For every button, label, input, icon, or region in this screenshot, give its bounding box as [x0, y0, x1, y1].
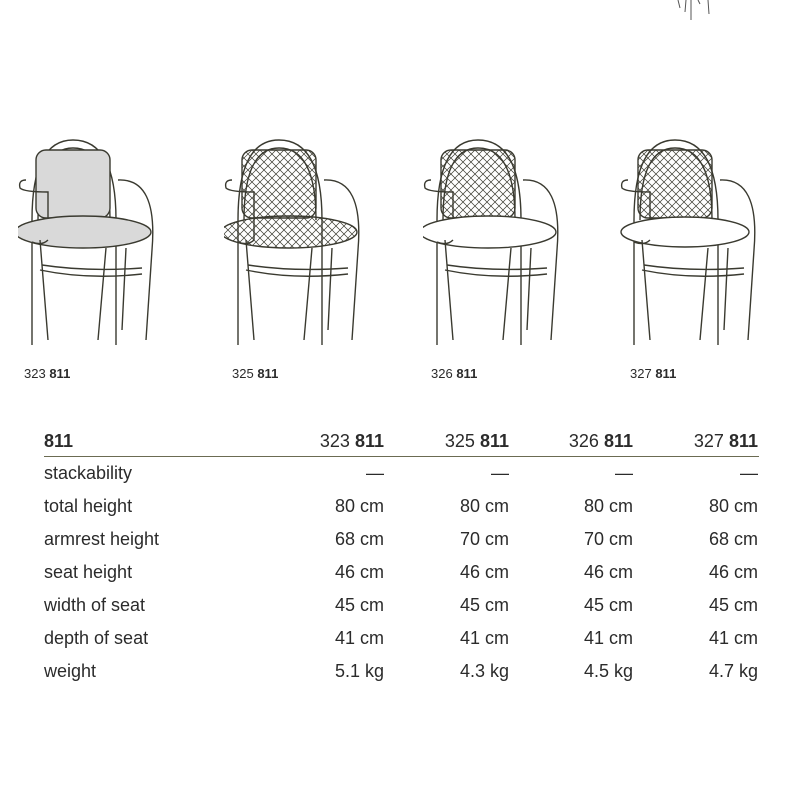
- cell-value: —: [615, 463, 633, 483]
- column-model: 323: [319, 431, 350, 451]
- chair-series-number: 811: [456, 366, 478, 381]
- column-model: 325: [444, 431, 475, 451]
- table-row-weight: [44, 655, 759, 688]
- cell-value: 70 cm: [583, 529, 633, 549]
- cell-value: 68 cm: [708, 529, 758, 549]
- row-label: weight: [44, 661, 97, 681]
- cell-value: 46 cm: [583, 562, 633, 582]
- cell-value: 5.1 kg: [334, 661, 384, 681]
- chair-label-327: [630, 366, 676, 381]
- chair-series-number: 811: [655, 366, 677, 381]
- table-row-width-of-seat: [44, 589, 759, 622]
- cell-value: 80 cm: [708, 496, 758, 516]
- specification-table: [44, 426, 759, 688]
- cell-value: 45 cm: [459, 595, 509, 615]
- cell-value: 80 cm: [334, 496, 384, 516]
- cell-value: —: [366, 463, 384, 483]
- chair-series-number: 811: [49, 366, 71, 381]
- cell-value: 70 cm: [459, 529, 509, 549]
- cell-value: 4.3 kg: [459, 661, 509, 681]
- cane-back-chair-drawing: [423, 130, 573, 360]
- row-label: width of seat: [44, 595, 146, 615]
- cell-value: 41 cm: [459, 628, 509, 648]
- cell-value: 46 cm: [459, 562, 509, 582]
- cell-value: —: [491, 463, 509, 483]
- cell-value: 45 cm: [708, 595, 758, 615]
- chair-model-number: 326: [431, 366, 453, 381]
- row-label: armrest height: [44, 529, 160, 549]
- chair-model-number: 325: [232, 366, 254, 381]
- column-header-326: [513, 431, 633, 452]
- chair-label-326: [431, 366, 477, 381]
- upholstered-chair-drawing: [18, 130, 168, 360]
- cell-value: 4.5 kg: [583, 661, 633, 681]
- column-header-323: [264, 431, 384, 452]
- column-header-325: [389, 431, 509, 452]
- cell-value: 4.7 kg: [708, 661, 758, 681]
- cell-value: —: [740, 463, 758, 483]
- cell-value: 41 cm: [708, 628, 758, 648]
- cell-value: 80 cm: [583, 496, 633, 516]
- cell-value: 45 cm: [583, 595, 633, 615]
- corner-decoration: [660, 0, 720, 24]
- chair-label-325: [232, 366, 278, 381]
- table-row-total-height: [44, 490, 759, 523]
- cane-seat-chair-drawing: [224, 130, 374, 360]
- column-model: 326: [568, 431, 599, 451]
- chair-326-illustration: [423, 130, 573, 381]
- cell-value: 80 cm: [459, 496, 509, 516]
- row-label: total height: [44, 496, 133, 516]
- chair-label-323: [24, 366, 70, 381]
- cell-value: 68 cm: [334, 529, 384, 549]
- chair-325-illustration: [224, 130, 374, 381]
- cane-back-chair-drawing: [620, 130, 770, 360]
- table-header-row: [44, 426, 759, 457]
- table-row-depth-of-seat: [44, 622, 759, 655]
- chair-series-number: 811: [257, 366, 279, 381]
- chair-model-number: 327: [630, 366, 652, 381]
- table-title: 811: [44, 431, 74, 451]
- table-row-stackability: [44, 457, 759, 490]
- row-label: seat height: [44, 562, 133, 582]
- chair-327-illustration: [620, 130, 770, 381]
- chair-model-number: 323: [24, 366, 46, 381]
- cell-value: 46 cm: [334, 562, 384, 582]
- row-label: depth of seat: [44, 628, 149, 648]
- cell-value: 41 cm: [334, 628, 384, 648]
- column-series: 811: [728, 431, 758, 451]
- cell-value: 45 cm: [334, 595, 384, 615]
- cell-value: 46 cm: [708, 562, 758, 582]
- column-series: 811: [354, 431, 384, 451]
- column-series: 811: [603, 431, 633, 451]
- column-model: 327: [693, 431, 724, 451]
- column-series: 811: [479, 431, 509, 451]
- cell-value: 41 cm: [583, 628, 633, 648]
- table-row-seat-height: [44, 556, 759, 589]
- column-header-327: [638, 431, 758, 452]
- row-label: stackability: [44, 463, 133, 483]
- table-row-armrest-height: [44, 523, 759, 556]
- chair-illustrations: [0, 130, 800, 390]
- chair-323-illustration: [18, 130, 168, 381]
